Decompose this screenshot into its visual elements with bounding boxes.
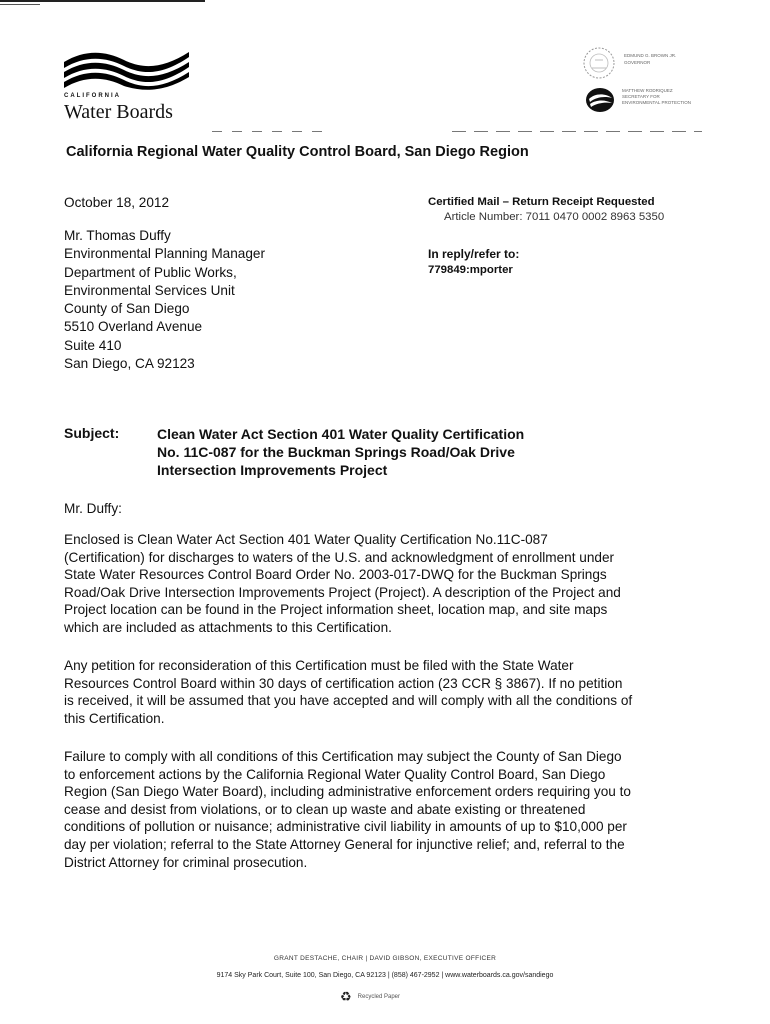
subject-label: Subject:: [64, 425, 120, 441]
address-line: 5510 Overland Avenue: [64, 319, 203, 335]
address-line: Suite 410: [64, 337, 122, 353]
paragraph-line: State Water Resources Control Board Order No. 2003-017-DWQ for the Buckman Springs: [64, 567, 607, 583]
secretary-text: [622, 88, 717, 106]
paragraph-line: Road/Oak Drive Intersection Improvements Project (Project). A description of the Project and: [64, 584, 621, 600]
footer-officers: GRANT DESTACHE, CHAIR | DAVID GIBSON, EXECUTIVE OFFICER: [273, 955, 497, 962]
paragraph-line: Failure to comply with all conditions of this Certification may subject the County of San Diego: [64, 749, 622, 764]
body-paragraph: [64, 748, 704, 871]
header-divider: [212, 131, 332, 132]
waves-icon: [64, 48, 192, 92]
header-divider: [452, 131, 702, 132]
footer-recycled: [340, 989, 400, 1005]
recycle-icon: ♻: [340, 989, 352, 1004]
scan-edge-line: [0, 4, 40, 5]
reply-label: In reply/refer to:: [428, 247, 520, 261]
subject-line: No. 11C-087 for the Buckman Springs Road/Oak Drive: [157, 444, 515, 460]
paragraph-line: which are included as attachments to this Certification.: [64, 619, 392, 635]
logo-state-text: CALIFORNIA: [64, 93, 121, 99]
governor-text: [624, 52, 714, 66]
paragraph-line: is received, it will be assumed that you have accepted and will comply with all the conditions of: [64, 693, 633, 709]
paragraph-line: cease and desist from violations, or to clean up waste and abate existing or threatened: [64, 801, 586, 817]
secretary-name: MATTHEW RODRIQUEZ: [622, 88, 673, 93]
subject-text: [157, 425, 524, 479]
state-seal-icon: [582, 46, 616, 80]
address-line: County of San Diego: [64, 301, 190, 317]
logo-name-text: Water Boards: [64, 101, 173, 123]
certified-mail-label: Certified Mail – Return Receipt Requested: [428, 196, 655, 208]
recipient-address: [64, 227, 265, 373]
reply-reference: 779849:mporter: [428, 264, 513, 276]
article-number: Article Number: 7011 0470 0002 8963 5350: [444, 211, 665, 223]
footer-contact: 9174 Sky Park Court, Suite 100, San Diego, CA 92123 | (858) 467-2952 | www.waterboards.ca.gov/sandiego: [216, 972, 554, 979]
subject-line: Intersection Improvements Project: [157, 462, 388, 478]
paragraph-line: Project location can be found in the Project information sheet, location map, and site maps: [64, 602, 608, 618]
paragraph-line: (Certification) for discharges to waters of the U.S. and acknowledgment of enrollment under: [64, 549, 615, 565]
governor-name: EDMUND G. BROWN JR.: [624, 53, 677, 58]
body-paragraph: [64, 657, 704, 727]
body-paragraph: [64, 531, 704, 637]
paragraph-line: Resources Control Board within 30 days of certification action (23 CCR § 3867). If no petition: [64, 675, 623, 691]
calepa-logo-icon: [585, 87, 617, 113]
secretary-title: SECRETARY FOR: [622, 94, 660, 99]
letter-date: October 18, 2012: [64, 195, 170, 210]
address-line: Department of Public Works,: [64, 264, 237, 280]
paragraph-line: conditions of pollution or nuisance; administrative civil liability in amounts of up to $10,000 per: [64, 819, 627, 835]
paragraph-line: to enforcement actions by the California Regional Water Quality Control Board, San Diego: [64, 766, 606, 782]
address-line: Mr. Thomas Duffy: [64, 228, 171, 243]
paragraph-line: District Attorney for criminal prosecution.: [64, 854, 308, 870]
salutation: Mr. Duffy:: [64, 501, 122, 516]
water-boards-logo: [62, 48, 192, 123]
region-title: California Regional Water Quality Control Board, San Diego Region: [66, 144, 529, 160]
address-line: Environmental Planning Manager: [64, 246, 266, 262]
secretary-dept: ENVIRONMENTAL PROTECTION: [622, 100, 692, 105]
address-line: San Diego, CA 92123: [64, 356, 195, 372]
recycled-paper-text: Recycled Paper: [357, 994, 401, 1000]
governor-title: GOVERNOR: [624, 60, 651, 65]
paragraph-line: Enclosed is Clean Water Act Section 401 Water Quality Certification No.11C-087: [64, 532, 548, 547]
paragraph-line: day per violation; referral to the State Attorney General for injunctive relief; and, referral to the: [64, 836, 625, 852]
subject-line: Clean Water Act Section 401 Water Quality Certification: [157, 426, 525, 442]
paragraph-line: this Certification.: [64, 710, 165, 726]
scan-edge-line: [0, 0, 205, 2]
address-line: Environmental Services Unit: [64, 282, 235, 298]
paragraph-line: Any petition for reconsideration of this Certification must be filed with the State Water: [64, 658, 574, 673]
paragraph-line: Region (San Diego Water Board), including administrative enforcement orders requiring you to: [64, 784, 631, 800]
